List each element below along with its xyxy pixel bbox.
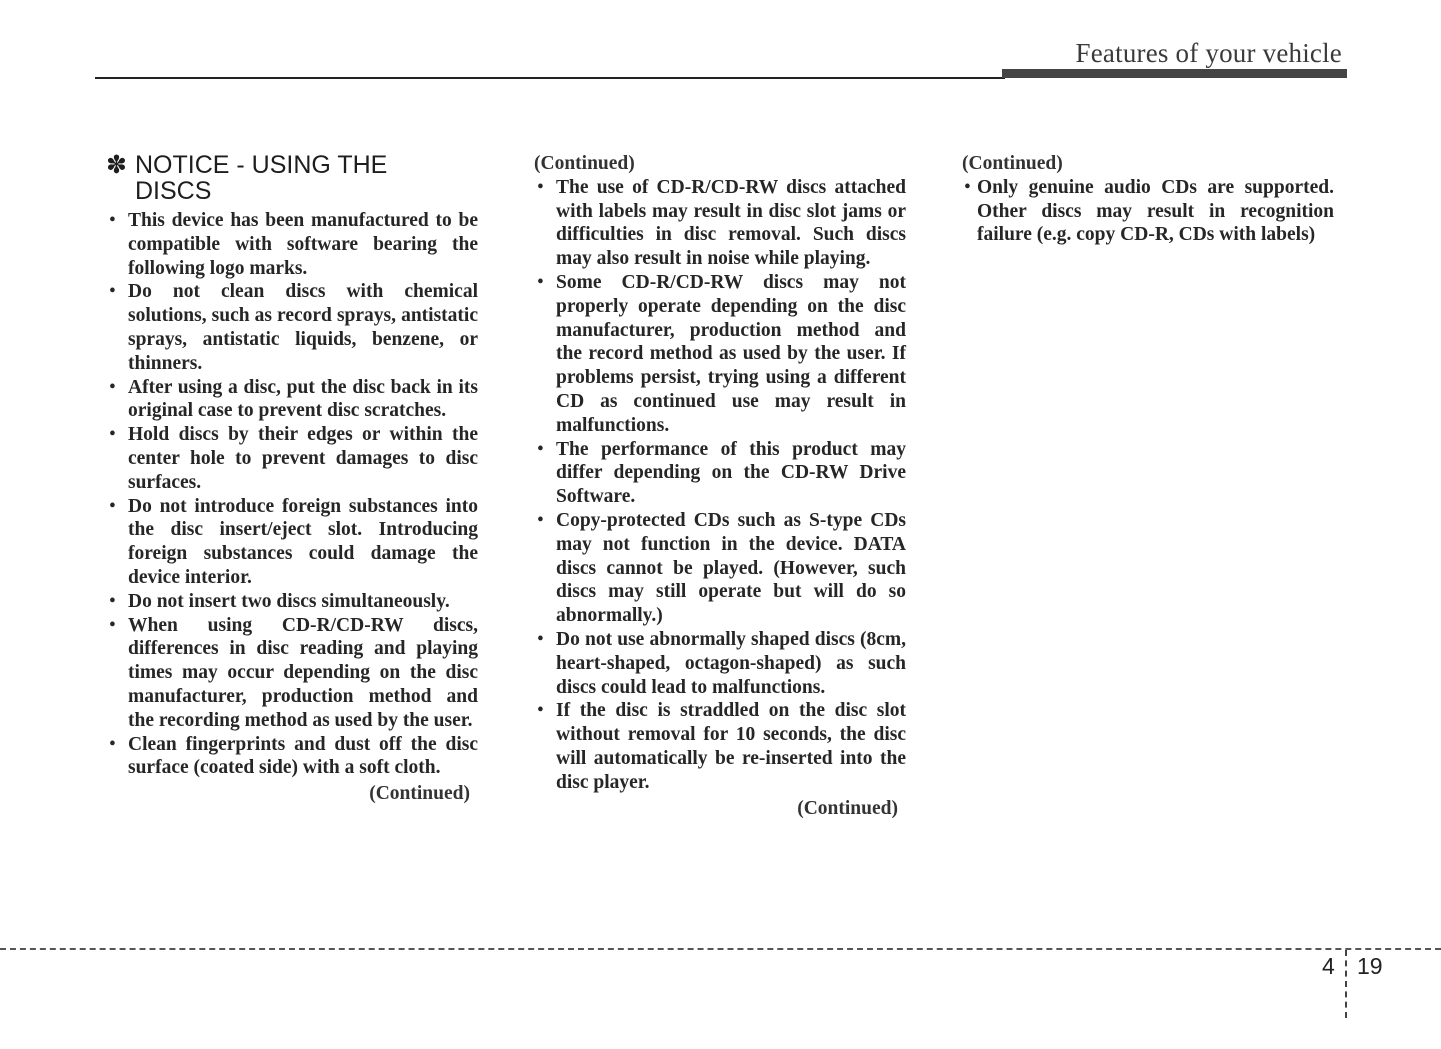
- bullet-icon: •: [109, 733, 116, 755]
- header-accent-bar: [1002, 69, 1347, 78]
- bullet-icon: •: [537, 700, 544, 722]
- page-number: 19: [1357, 953, 1383, 979]
- list-item: [534, 628, 906, 699]
- notice-title-line-2: DISCS: [135, 177, 212, 205]
- bullet-icon: •: [537, 509, 544, 531]
- column-2: [534, 152, 906, 820]
- section-title: Features of your vehicle: [1075, 38, 1342, 68]
- list-item: [106, 280, 478, 375]
- list-item-text: Do not clean discs with chemical solutions, such as record sprays, antistatic sprays, antistatic liquids, benzene, or thinners.: [128, 281, 478, 374]
- notice-heading: [106, 152, 478, 204]
- bullet-icon: •: [109, 614, 116, 636]
- list-item: [534, 509, 906, 628]
- notice-list: [534, 176, 906, 795]
- list-item-text: After using a disc, put the disc back in its original case to prevent disc scratches.: [128, 376, 478, 422]
- header-rule: [95, 77, 1005, 79]
- list-item-text: Do not introduce foreign substances into the disc insert/eject slot. Introducing foreign substances could damage the device interior.: [128, 495, 478, 588]
- list-item-text: The performance of this product may differ depending on the CD-RW Drive Software.: [556, 438, 906, 508]
- bullet-icon: •: [109, 424, 116, 446]
- notice-asterisk-icon: ✽: [106, 151, 127, 179]
- list-item: [106, 590, 478, 614]
- bullet-icon: •: [964, 176, 971, 198]
- bullet-icon: •: [109, 210, 116, 231]
- list-item-text: The use of CD-R/CD-RW discs attached with labels may result in disc slot jams or difficulties in disc removal. Such discs may also result in noise while playing.: [556, 176, 906, 270]
- continued-label: (Continued): [369, 783, 470, 805]
- continued-label: (Continued): [797, 797, 898, 819]
- notice-title-line-1: NOTICE - USING THE: [135, 151, 388, 179]
- page-number-separator: [1345, 950, 1347, 1018]
- list-item-text: Clean fingerprints and dust off the disc surface (coated side) with a soft cloth.: [128, 733, 478, 779]
- list-item-text: When using CD-R/CD-RW discs, differences in disc reading and playing times may occur depending on the disc manufacturer, production method and the recording method as used by the user.: [128, 614, 478, 731]
- list-item-text: Do not use abnormally shaped discs (8cm, heart-shaped, octagon-shaped) as such discs could lead to malfunctions.: [556, 628, 906, 698]
- list-item: [106, 495, 478, 590]
- list-item: [534, 176, 906, 271]
- list-item: [534, 271, 906, 438]
- list-item: [106, 733, 478, 781]
- column-1: [106, 152, 478, 806]
- list-item-text: If the disc is straddled on the disc slot without removal for 10 seconds, the disc will automatically be re-inserted into the disc player.: [556, 700, 906, 793]
- bullet-icon: •: [537, 628, 544, 650]
- bullet-icon: •: [109, 281, 116, 303]
- list-item: [106, 376, 478, 424]
- list-item: [106, 423, 478, 494]
- footer-dashed-rule: [0, 948, 1441, 950]
- bullet-icon: •: [537, 176, 544, 198]
- list-item: [106, 614, 478, 733]
- list-item-text: Only genuine audio CDs are supported. Other discs may result in recognition failure (e.g. copy CD-R, CDs with labels): [977, 176, 1334, 246]
- list-item-text: This device has been manufactured to be compatible with software bearing the following logo marks.: [128, 210, 478, 279]
- list-item: [106, 209, 478, 280]
- column-3: [962, 152, 1334, 247]
- bullet-icon: •: [109, 590, 116, 612]
- list-item-text: Hold discs by their edges or within the center hole to prevent damages to disc surfaces.: [128, 424, 478, 493]
- bullet-icon: •: [109, 376, 116, 398]
- list-item: [962, 176, 1334, 247]
- bullet-icon: •: [109, 495, 116, 517]
- list-item: [534, 699, 906, 794]
- list-item-text: Copy-protected CDs such as S-type CDs may not function in the device. DATA discs cannot be played. (However, such discs may still operate but will do so abnormally.): [556, 509, 906, 627]
- list-item-text: Do not insert two discs simultaneously.: [128, 590, 450, 612]
- notice-list: [106, 209, 478, 780]
- notice-list: [962, 176, 1334, 247]
- bullet-icon: •: [537, 438, 544, 460]
- continued-label: (Continued): [962, 153, 1063, 174]
- list-item-text: Some CD-R/CD-RW discs may not properly operate depending on the disc manufacturer, production method and the record method as used by the user. If problems persist, trying using a different CD as continued use may result in malfunctions.: [556, 271, 906, 436]
- bullet-icon: •: [537, 271, 544, 293]
- chapter-number: 4: [1322, 953, 1335, 979]
- continued-label: (Continued): [534, 153, 635, 174]
- list-item: [534, 438, 906, 509]
